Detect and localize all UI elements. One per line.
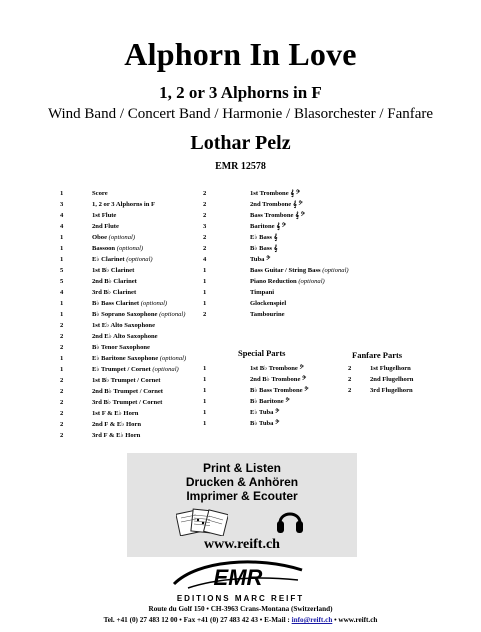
part-row: [348, 385, 458, 396]
part-quantity: 4: [60, 289, 64, 296]
part-row: [203, 385, 323, 396]
part-quantity: 1: [60, 234, 64, 241]
part-name: 2nd Flugelhorn: [370, 376, 414, 383]
contact-website[interactable]: • www.reift.ch: [332, 616, 378, 624]
part-name: E♭ Tuba 𝄢: [250, 409, 280, 416]
part-name: E♭ Clarinet (optional): [92, 256, 153, 263]
svg-text:EMR: EMR: [213, 565, 263, 590]
part-row: [203, 363, 323, 374]
part-row: [203, 418, 323, 429]
part-name: B♭ Bass 𝄞: [250, 245, 278, 252]
part-optional-note: (optional): [322, 267, 349, 274]
email-link[interactable]: info@reift.ch: [291, 616, 333, 624]
part-quantity: 4: [203, 256, 207, 263]
part-quantity: 4: [60, 212, 64, 219]
part-quantity: 5: [60, 267, 64, 274]
sheet-music-icon: [176, 508, 228, 536]
part-name: 1st Flugelhorn: [370, 365, 411, 372]
part-quantity: 1: [60, 190, 64, 197]
part-optional-note: (optional): [116, 245, 144, 252]
part-optional-note: (optional): [152, 366, 179, 373]
part-quantity: 1: [60, 311, 64, 318]
part-quantity: 2: [348, 376, 352, 383]
part-name: Bass Trombone 𝄞 𝄢: [250, 212, 305, 219]
part-row: [60, 331, 230, 342]
part-quantity: 2: [348, 365, 352, 372]
part-name: 3rd B♭ Clarinet: [92, 289, 137, 296]
part-name: 2nd Trombone 𝄞 𝄢: [250, 201, 303, 208]
part-quantity: 2: [60, 399, 64, 406]
part-row: [203, 298, 368, 309]
part-row: [203, 199, 368, 210]
part-quantity: 1: [203, 289, 207, 296]
part-quantity: 2: [203, 234, 207, 241]
promo-line-french: Imprimer & Ecouter: [186, 489, 298, 503]
part-quantity: 1: [60, 355, 64, 362]
part-row: [203, 374, 323, 385]
part-quantity: 2: [60, 322, 64, 329]
part-quantity: 1: [203, 398, 207, 405]
part-name: Oboe (optional): [92, 234, 136, 241]
part-row: [60, 430, 230, 441]
promo-line-german: Drucken & Anhören: [185, 475, 299, 489]
part-name: B♭ Tuba 𝄢: [250, 420, 280, 427]
part-name: 1, 2 or 3 Alphorns in F: [92, 201, 156, 208]
part-quantity: 1: [203, 376, 207, 383]
part-quantity: 2: [203, 311, 207, 318]
part-row: [203, 243, 368, 254]
part-quantity: 3: [203, 223, 207, 230]
part-row: [203, 188, 368, 199]
part-quantity: 2: [60, 377, 64, 384]
part-name: 1st E♭ Alto Saxophone: [92, 322, 156, 329]
catalog-number: EMR 12578: [215, 161, 266, 172]
part-name: B♭ Soprano Saxophone (optional): [92, 311, 186, 318]
part-name: 2nd B♭ Clarinet: [92, 278, 137, 285]
promo-website[interactable]: www.reift.ch: [204, 537, 280, 552]
part-name: Tambourine: [250, 311, 285, 318]
part-name: Timpani: [250, 289, 275, 296]
part-quantity: 1: [60, 245, 64, 252]
part-name: B♭ Tenor Saxophone: [92, 344, 150, 351]
part-quantity: 2: [348, 387, 352, 394]
part-row: [60, 342, 230, 353]
part-quantity: 2: [60, 421, 64, 428]
part-quantity: 1: [203, 267, 207, 274]
part-name: 3rd Flugelhorn: [370, 387, 413, 394]
part-quantity: 4: [60, 223, 64, 230]
part-name: Score: [92, 190, 108, 197]
part-name: 1st B♭ Trombone 𝄢: [250, 365, 304, 372]
part-optional-note: (optional): [108, 234, 136, 241]
piece-title: Alphorn In Love: [124, 36, 357, 72]
part-name: 1st Trombone 𝄞 𝄢: [250, 190, 301, 197]
part-row: [203, 287, 368, 298]
part-name: B♭ Bass Clarinet (optional): [92, 300, 168, 307]
special-parts-list: [203, 363, 323, 429]
part-quantity: 1: [203, 387, 207, 394]
fanfare-parts-title: Fanfare Parts: [352, 350, 403, 360]
special-parts-title: Special Parts: [238, 348, 286, 358]
part-quantity: 1: [203, 409, 207, 416]
part-row: [203, 276, 368, 287]
publisher-logo: [168, 558, 308, 594]
part-name: Bassoon (optional): [92, 245, 144, 252]
part-quantity: 2: [203, 201, 207, 208]
part-name: 2nd B♭ Trombone 𝄢: [250, 376, 307, 383]
part-optional-note: (optional): [140, 300, 168, 307]
publisher-name: EDITIONS MARC REIFT: [176, 594, 305, 603]
part-name: Piano Reduction (optional): [250, 278, 325, 285]
part-name: 3rd B♭ Trumpet / Cornet: [92, 399, 163, 406]
part-optional-note: (optional): [298, 278, 325, 285]
part-row: [203, 254, 368, 265]
part-quantity: 2: [60, 410, 64, 417]
part-row: [203, 265, 368, 276]
part-name: 2nd E♭ Alto Saxophone: [92, 333, 158, 340]
promo-line-english: Print & Listen: [202, 461, 281, 475]
part-name: E♭ Bass 𝄞: [250, 234, 278, 241]
part-quantity: 1: [203, 300, 207, 307]
part-quantity: 2: [60, 344, 64, 351]
part-quantity: 3: [60, 201, 64, 208]
parts-list-right: [203, 188, 368, 320]
composer-name: Lothar Pelz: [190, 132, 291, 154]
part-name: 1st Flute: [92, 212, 117, 219]
part-quantity: 2: [60, 388, 64, 395]
piece-subtitle: 1, 2 or 3 Alphorns in F: [159, 83, 322, 102]
part-name: Bass Guitar / String Bass (optional): [250, 267, 349, 274]
part-name: E♭ Baritone Saxophone (optional): [92, 355, 187, 362]
part-name: 2nd F & E♭ Horn: [92, 421, 142, 428]
part-row: [203, 407, 323, 418]
part-quantity: 2: [203, 190, 207, 197]
part-optional-note: (optional): [159, 311, 186, 318]
part-row: [203, 396, 323, 407]
headphones-icon: [275, 505, 305, 537]
part-quantity: 1: [60, 256, 64, 263]
contact-phone-fax: Tel. +41 (0) 27 483 12 00 • Fax +41 (0) 27 483 42 43 • E-Mail :: [103, 616, 292, 624]
part-row: [203, 232, 368, 243]
part-quantity: 2: [203, 245, 207, 252]
part-name: 3rd F & E♭ Horn: [92, 432, 141, 439]
part-row: [203, 309, 368, 320]
part-name: 2nd Flute: [92, 223, 119, 230]
fanfare-parts-list: [348, 363, 458, 396]
publisher-contact: [0, 616, 481, 624]
part-quantity: 5: [60, 278, 64, 285]
part-name: B♭ Bass Trombone 𝄢: [250, 387, 309, 394]
part-row: [348, 374, 458, 385]
part-quantity: 1: [60, 366, 64, 373]
part-row: [203, 210, 368, 221]
part-optional-note: (optional): [159, 355, 187, 362]
part-quantity: 1: [60, 300, 64, 307]
part-row: [60, 320, 230, 331]
part-name: Tuba 𝄢: [250, 256, 271, 263]
part-name: 1st F & E♭ Horn: [92, 410, 139, 417]
print-listen-box: [127, 453, 357, 557]
part-quantity: 1: [203, 420, 207, 427]
part-quantity: 2: [203, 212, 207, 219]
part-name: 2nd B♭ Trumpet / Cornet: [92, 388, 164, 395]
part-quantity: 1: [203, 278, 207, 285]
publisher-address: Route du Golf 150 • CH-3963 Crans-Montana (Switzerland): [148, 605, 333, 613]
part-name: Glockenspiel: [250, 300, 287, 307]
part-name: B♭ Baritone 𝄢: [250, 398, 290, 405]
part-name: E♭ Trumpet / Cornet (optional): [92, 366, 179, 373]
part-row: [203, 221, 368, 232]
part-name: Baritone 𝄞 𝄢: [250, 223, 286, 230]
part-name: 1st B♭ Trumpet / Cornet: [92, 377, 161, 384]
part-quantity: 2: [60, 432, 64, 439]
part-name: 1st B♭ Clarinet: [92, 267, 135, 274]
part-quantity: 1: [203, 365, 207, 372]
part-optional-note: (optional): [126, 256, 153, 263]
instrumentation-line: Wind Band / Concert Band / Harmonie / Blasorchester / Fanfare: [47, 106, 434, 122]
part-row: [348, 363, 458, 374]
part-quantity: 2: [60, 333, 64, 340]
